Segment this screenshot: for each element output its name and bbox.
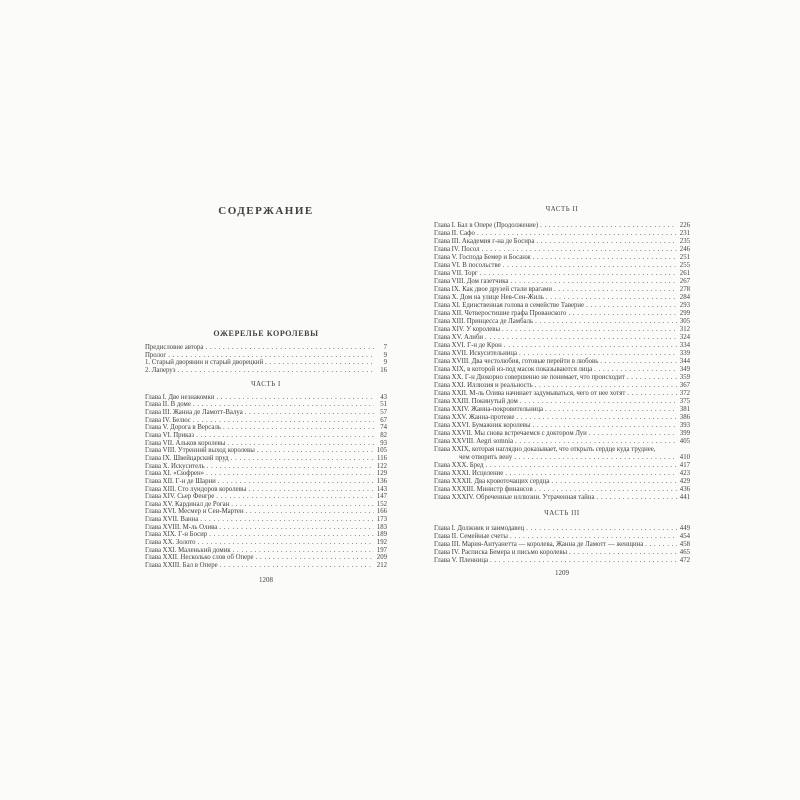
leader-dots <box>227 440 374 448</box>
part1-list <box>145 394 387 570</box>
entry-title: Глава III. Жанна де Ламотт-Валуа <box>145 408 243 416</box>
entry-title: Пролог <box>145 351 167 359</box>
entry-title: Глава XXXI. Исцеление <box>434 470 504 477</box>
leader-dots <box>546 294 677 302</box>
leader-dots <box>594 366 677 374</box>
toc-entry <box>434 541 690 549</box>
entry-page: 116 <box>377 454 387 462</box>
toc-entry <box>434 414 690 422</box>
entry-title: Глава XXVII. Мы снова встречаемся с доктором Луи <box>434 430 587 437</box>
part2-list <box>434 222 690 502</box>
entry-page: 143 <box>376 485 387 493</box>
leader-dots <box>233 547 374 555</box>
entry-title: Глава I. Бал в Опере (Продолжение) <box>434 222 539 229</box>
leader-dots <box>645 541 677 549</box>
leader-dots <box>551 478 677 486</box>
part3-heading: ЧАСТЬ III <box>544 510 580 517</box>
entry-page: 375 <box>679 398 690 405</box>
toc-entry <box>145 455 387 463</box>
toc-entry <box>434 254 690 262</box>
entry-title: Глава III. Мария-Антуанетта — королева, Жанна де Ламотт — женщина <box>434 541 644 548</box>
entry-title: 2. Лаперуз <box>145 366 176 374</box>
entry-title: Глава XVI. Г-н де Крон <box>434 342 502 349</box>
entry-title: Глава II. Семейные счеты <box>434 533 508 540</box>
right-page <box>434 206 690 577</box>
toc-entry <box>434 549 690 557</box>
toc-entry <box>145 440 387 448</box>
toc-entry <box>434 310 690 318</box>
leader-dots <box>519 350 677 358</box>
leader-dots <box>569 549 677 557</box>
entry-page: 212 <box>376 562 387 570</box>
toc-entry <box>434 446 690 454</box>
toc-entry <box>145 516 387 524</box>
entry-page: 436 <box>679 486 690 493</box>
entry-title: Глава XI. Единственная голова в семействе Таверне <box>434 302 585 309</box>
leader-dots <box>600 358 677 366</box>
entry-page: 417 <box>679 462 690 469</box>
toc-entry <box>145 501 387 509</box>
toc-entry <box>434 398 690 406</box>
entry-page: 454 <box>679 533 690 540</box>
toc-entry <box>434 533 690 541</box>
leader-dots <box>536 238 677 246</box>
part3-list <box>434 525 690 565</box>
toc-entry <box>145 463 387 471</box>
toc-heading: СОДЕРЖАНИЕ <box>218 205 314 217</box>
leader-dots <box>223 424 374 432</box>
entry-title: Глава XII. Г-н де Шарни <box>145 477 216 485</box>
entry-title: Глава V. Господа Бемер и Босанж <box>434 254 531 261</box>
toc-entry <box>434 246 690 254</box>
entry-page: 284 <box>679 294 690 301</box>
leader-dots <box>520 398 677 406</box>
leader-dots <box>206 470 374 478</box>
entry-page: 129 <box>376 470 387 478</box>
toc-entry <box>145 470 387 478</box>
leader-dots <box>477 230 677 238</box>
entry-title: Глава XX. Г-н Дюкорно совершенно не понимает, что происходит <box>434 374 625 381</box>
toc-entry <box>434 557 690 565</box>
entry-page: 441 <box>679 494 690 501</box>
entry-title: Глава IX. Швейцарский пруд <box>145 454 229 462</box>
entry-page: 105 <box>376 447 387 455</box>
entry-page: 278 <box>679 286 690 293</box>
front-matter-list <box>145 344 387 375</box>
entry-page: 57 <box>380 408 387 416</box>
entry-title: Глава XVI. Месмер и Сен-Мартен <box>145 508 244 516</box>
leader-dots <box>510 533 677 541</box>
left-page <box>145 205 387 584</box>
leader-dots <box>248 486 374 494</box>
leader-dots <box>533 422 677 430</box>
toc-entry <box>434 286 690 294</box>
leader-dots <box>533 254 677 262</box>
toc-entry <box>434 525 690 533</box>
entry-title: Глава XVIII. М-ль Олива <box>145 523 218 531</box>
toc-entry <box>145 394 387 402</box>
entry-title: Глава II. Сафо <box>434 230 475 237</box>
entry-page: 367 <box>679 382 690 389</box>
leader-dots <box>627 390 677 398</box>
entry-title: Глава XIII. Принцесса де Ламбаль <box>434 318 534 325</box>
entry-title: Глава XXXII. Два кровоточащих сердца <box>434 478 550 485</box>
entry-title: Глава XXIX, которая наглядно доказывает, что открыть сердце куда труднее, <box>434 446 656 453</box>
entry-title: Глава IV. Посол <box>434 246 480 253</box>
entry-page: 166 <box>376 508 387 516</box>
entry-page: 226 <box>679 222 690 229</box>
toc-entry <box>145 493 387 501</box>
entry-page: 344 <box>679 358 690 365</box>
toc-entry <box>434 478 690 486</box>
toc-entry <box>434 262 690 270</box>
leader-dots <box>257 447 374 455</box>
toc-entry <box>145 424 387 432</box>
entry-title: Глава XXXIII. Министр финансов <box>434 486 533 493</box>
toc-entry <box>434 358 690 366</box>
toc-entry <box>434 350 690 358</box>
entry-page: 381 <box>679 406 690 413</box>
entry-page: 43 <box>380 393 387 401</box>
entry-page: 305 <box>679 318 690 325</box>
toc-entry <box>145 508 387 516</box>
toc-entry <box>434 454 690 462</box>
leader-dots <box>540 222 677 230</box>
entry-title: Глава XXVI. Бумажник королевы <box>434 422 531 429</box>
toc-entry <box>434 430 690 438</box>
entry-page: 261 <box>679 270 690 277</box>
toc-entry <box>434 390 690 398</box>
leader-dots <box>482 246 677 254</box>
toc-entry <box>145 531 387 539</box>
toc-entry <box>434 470 690 478</box>
entry-title: Глава XII. Четверостишие графа Прованского <box>434 310 567 317</box>
entry-page: 372 <box>679 390 690 397</box>
entry-page: 339 <box>679 350 690 357</box>
leader-dots <box>485 334 677 342</box>
toc-entry <box>434 462 690 470</box>
entry-title: Глава III. Академия г-на де Босира <box>434 238 535 245</box>
entry-title: Глава XVIII. Два честолюбия, готовые перейти в любовь <box>434 358 599 365</box>
entry-page: 449 <box>679 525 690 532</box>
entry-page: 16 <box>380 366 387 374</box>
entry-title: Глава XI. «Сюфрен» <box>145 470 205 478</box>
leader-dots <box>218 478 374 486</box>
leader-dots <box>586 302 677 310</box>
entry-page: 405 <box>679 438 690 445</box>
leader-dots <box>480 270 677 278</box>
leader-dots <box>589 430 677 438</box>
leader-dots <box>168 352 374 360</box>
entry-title: 1. Старый дворянин и старый дворецкий <box>145 359 264 367</box>
entry-page: 410 <box>679 454 690 461</box>
leader-dots <box>485 462 677 470</box>
entry-title: Глава VIII. Утренний выход королевы <box>145 447 255 455</box>
leader-dots <box>526 525 677 533</box>
toc-entry <box>145 344 387 352</box>
toc-entry <box>145 486 387 494</box>
toc-entry <box>145 352 387 360</box>
toc-entry <box>145 478 387 486</box>
leader-dots <box>256 554 374 562</box>
entry-page: 255 <box>679 262 690 269</box>
entry-title: Глава XXIV. Жанна-покровительница <box>434 406 544 413</box>
entry-page: 246 <box>679 246 690 253</box>
leader-dots <box>216 394 374 402</box>
toc-entry <box>145 432 387 440</box>
entry-page: 235 <box>679 238 690 245</box>
entry-page: 67 <box>380 416 387 424</box>
leader-dots <box>515 438 677 446</box>
entry-title: Глава X. Дом на улице Нев-Сен-Жиль <box>434 294 544 301</box>
toc-entry <box>434 302 690 310</box>
toc-entry <box>434 326 690 334</box>
entry-title: Глава XIV. У королевы <box>434 326 501 333</box>
entry-title: Глава XXV. Жанна-протеже <box>434 414 515 421</box>
entry-page: 7 <box>383 344 387 351</box>
entry-page: 472 <box>679 557 690 564</box>
toc-entry <box>145 359 387 367</box>
entry-page: 349 <box>679 366 690 373</box>
entry-page: 183 <box>376 523 387 531</box>
leader-dots <box>503 262 677 270</box>
entry-page: 231 <box>679 230 690 237</box>
entry-title: Глава V. Дорога в Версаль <box>145 424 221 432</box>
leader-dots <box>231 455 374 463</box>
toc-entry <box>434 422 690 430</box>
entry-title: Глава XXIII. Бал в Опере <box>145 562 218 570</box>
entry-page: 251 <box>679 254 690 261</box>
entry-page: 9 <box>383 359 387 367</box>
entry-page: 9 <box>383 351 387 359</box>
entry-page: 93 <box>380 439 387 447</box>
entry-title: Глава V. Пленница <box>434 557 488 564</box>
entry-page: 299 <box>679 310 690 317</box>
entry-title: Глава XXI. Маленький домик <box>145 546 231 554</box>
entry-page: 122 <box>376 462 387 470</box>
leader-dots <box>246 508 374 516</box>
leader-dots <box>196 432 374 440</box>
entry-page: 51 <box>380 401 387 409</box>
entry-title: Глава XVII. Искусительница <box>434 350 517 357</box>
entry-title: чем отворить вену <box>459 454 513 461</box>
entry-page: 334 <box>679 342 690 349</box>
toc-entry <box>434 494 690 502</box>
entry-title: Глава XXXIV. Обреченные иллюзии. Утраченная тайна <box>434 494 595 501</box>
leader-dots <box>177 367 374 375</box>
entry-page: 465 <box>679 549 690 556</box>
toc-entry <box>434 438 690 446</box>
entry-title: Глава X. Искуситель <box>145 462 205 470</box>
entry-page: 423 <box>679 470 690 477</box>
entry-title: Глава XXIII. Покинутый дом <box>434 398 518 405</box>
toc-entry <box>145 409 387 417</box>
entry-title: Глава I. Должник и заимодавец <box>434 525 525 532</box>
entry-title: Глава I. Две незнакомки <box>145 393 215 401</box>
toc-entry <box>434 382 690 390</box>
entry-page: 393 <box>679 422 690 429</box>
leader-dots <box>627 374 677 382</box>
toc-entry <box>434 486 690 494</box>
entry-title: Глава XVII. Ванна <box>145 516 199 524</box>
leader-dots <box>535 486 677 494</box>
leader-dots <box>205 344 374 352</box>
leader-dots <box>490 557 677 565</box>
toc-entry <box>434 374 690 382</box>
entry-title: Глава VI. Приказ <box>145 431 195 439</box>
toc-entry <box>145 562 387 570</box>
toc-entry <box>145 524 387 532</box>
leader-dots <box>207 463 374 471</box>
leader-dots <box>535 382 677 390</box>
page-folio-left: 1208 <box>259 575 273 584</box>
toc-entry <box>434 342 690 350</box>
leader-dots <box>209 531 374 539</box>
leader-dots <box>265 359 374 367</box>
entry-title: Глава XIX. Г-н Босир <box>145 531 208 539</box>
toc-entry <box>145 539 387 547</box>
leader-dots <box>516 414 677 422</box>
leader-dots <box>596 494 677 502</box>
entry-page: 173 <box>376 516 387 524</box>
leader-dots <box>505 470 677 478</box>
entry-page: 458 <box>679 541 690 548</box>
entry-title: Глава XXII. М-ль Олива начинает задумываться, чего от нее хотят <box>434 390 626 397</box>
entry-page: 192 <box>376 539 387 547</box>
entry-title: Глава IV. Белюс <box>145 416 191 424</box>
entry-page: 209 <box>376 554 387 562</box>
entry-page: 189 <box>376 531 387 539</box>
entry-title: Глава VII. Альков королевы <box>145 439 226 447</box>
entry-page: 82 <box>380 431 387 439</box>
entry-title: Глава XXX. Бред <box>434 462 484 469</box>
toc-entry <box>145 417 387 425</box>
leader-dots <box>193 401 374 409</box>
entry-title: Глава VI. В посольстве <box>434 262 501 269</box>
entry-page: 147 <box>376 493 387 501</box>
leader-dots <box>545 406 677 414</box>
entry-title: Глава IX. Как двое друзей стали врагами <box>434 286 552 293</box>
leader-dots <box>568 310 677 318</box>
toc-entry <box>434 278 690 286</box>
entry-title: Предисловие автора <box>145 344 204 351</box>
entry-page: 136 <box>376 477 387 485</box>
entry-page: 386 <box>679 414 690 421</box>
leader-dots <box>219 524 374 532</box>
toc-entry <box>434 318 690 326</box>
entry-page: 429 <box>679 478 690 485</box>
page-folio-right: 1209 <box>555 569 569 577</box>
part1-heading: ЧАСТЬ I <box>251 380 281 388</box>
entry-title: Глава XXII. Несколько слов об Опере <box>145 554 254 562</box>
toc-entry <box>145 401 387 409</box>
entry-page: 399 <box>679 430 690 437</box>
toc-entry <box>434 238 690 246</box>
entry-title: Глава XIII. Сто луидоров королевы <box>145 485 247 493</box>
entry-title: Глава XV. Кардинал де Роган <box>145 500 230 508</box>
toc-entry <box>434 334 690 342</box>
entry-page: 152 <box>376 500 387 508</box>
leader-dots <box>504 342 677 350</box>
toc-entry <box>145 554 387 562</box>
leader-dots <box>220 562 374 570</box>
toc-entry <box>145 547 387 555</box>
entry-title: Глава IV. Расписка Бемера и письмо королевы <box>434 549 568 556</box>
entry-title: Глава XX. Золото <box>145 539 196 547</box>
entry-title: Глава VIII. Дом газетчика <box>434 278 509 285</box>
entry-title: Глава VII. Торг <box>434 270 478 277</box>
entry-title: Глава XV. Алиби <box>434 334 484 341</box>
leader-dots <box>216 493 374 501</box>
toc-entry <box>434 270 690 278</box>
leader-dots <box>510 278 677 286</box>
toc-entry <box>434 230 690 238</box>
leader-dots <box>245 409 374 417</box>
toc-entry <box>434 222 690 230</box>
leader-dots <box>198 539 374 547</box>
toc-entry <box>145 367 387 375</box>
entry-page: 359 <box>679 374 690 381</box>
entry-title: Глава XIX, в которой из-под масок показываются лица <box>434 366 593 373</box>
leader-dots <box>535 318 677 326</box>
entry-title: Глава II. В доме <box>145 401 191 409</box>
toc-entry <box>434 294 690 302</box>
leader-dots <box>554 286 677 294</box>
entry-page: 293 <box>679 302 690 309</box>
entry-title: Глава XXI. Иллюзия и реальность <box>434 382 533 389</box>
leader-dots <box>502 326 677 334</box>
entry-title: Глава XXVIII. Aegri somnia <box>434 438 514 445</box>
toc-entry <box>434 406 690 414</box>
entry-page: 324 <box>679 334 690 341</box>
leader-dots <box>200 516 374 524</box>
toc-entry <box>434 366 690 374</box>
entry-title: Глава XIV. Сьер Фенгре <box>145 493 215 501</box>
leader-dots <box>231 501 374 509</box>
part2-heading: ЧАСТЬ II <box>545 206 579 213</box>
leader-dots <box>514 454 677 462</box>
entry-page: 74 <box>380 424 387 432</box>
leader-dots <box>193 417 374 425</box>
toc-entry <box>145 447 387 455</box>
entry-page: 267 <box>679 278 690 285</box>
entry-page: 312 <box>679 326 690 333</box>
book-title: ОЖЕРЕЛЬЕ КОРОЛЕВЫ <box>213 329 319 338</box>
entry-page: 197 <box>376 546 387 554</box>
